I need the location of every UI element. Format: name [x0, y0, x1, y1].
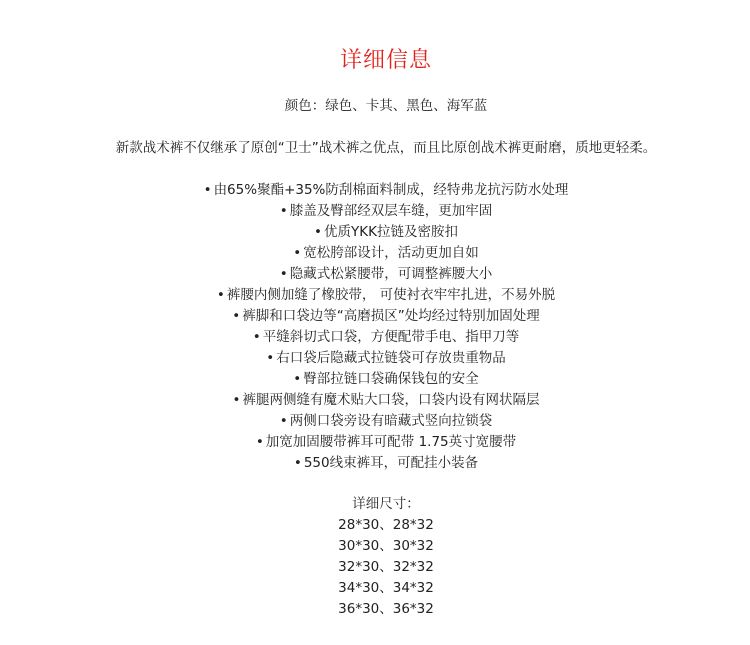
size-item: 34*30、34*32 [338, 580, 434, 596]
feature-text: 优质YKK拉链及密胺扣 [324, 224, 458, 240]
feature-text: 平缝斜切式口袋，方便配带手电、指甲刀等 [262, 329, 520, 345]
feature-text: 右口袋后隐藏式拉链袋可存放贵重物品 [276, 350, 506, 366]
feature-item [0, 348, 750, 369]
feature-text: 550线束裤耳，可配挂小装备 [303, 455, 479, 471]
bullet-icon: • [252, 329, 261, 345]
bullet-icon: • [232, 308, 241, 324]
size-item: 28*30、28*32 [338, 517, 434, 533]
bullet-icon: • [279, 203, 288, 219]
colors-line: 颜色：绿色、卡其、黑色、海军蓝 [284, 98, 488, 114]
feature-item [0, 327, 750, 348]
feature-item [0, 390, 750, 411]
feature-text: 两侧口袋旁设有暗藏式竖向拉锁袋 [289, 413, 493, 429]
bullet-icon: • [203, 182, 212, 198]
feature-item [0, 201, 750, 222]
feature-item [0, 432, 750, 453]
feature-text: 隐藏式松紧腰带，可调整裤腰大小 [289, 266, 493, 282]
feature-text: 臀部拉链口袋确保钱包的安全 [303, 371, 479, 387]
bullet-icon: • [293, 245, 302, 261]
feature-text: 加宽加固腰带裤耳可配带 1.75英寸宽腰带 [265, 434, 517, 450]
feature-text: 裤腿两侧缝有魔术贴大口袋，口袋内设有网状隔层 [242, 392, 540, 408]
intro-text: 新款战术裤不仅继承了原创“卫士”战术裤之优点，而且比原创战术裤更耐磨，质地更轻柔。 [115, 140, 657, 156]
feature-item [0, 306, 750, 327]
page-title: 详细信息 [339, 48, 432, 73]
feature-list [0, 180, 750, 474]
feature-item [0, 264, 750, 285]
sizes-heading: 详细尺寸： [352, 496, 420, 512]
size-item: 32*30、32*32 [338, 559, 434, 575]
size-list [0, 515, 750, 620]
bullet-icon: • [232, 392, 241, 408]
feature-text: 由65%聚酯+35%防刮棉面料制成，经特弗龙抗污防水处理 [213, 182, 569, 198]
feature-text: 裤脚和口袋边等“高磨损区”处均经过特别加固处理 [242, 308, 540, 324]
bullet-icon: • [293, 455, 302, 471]
feature-text: 膝盖及臀部经双层车缝，更加牢固 [289, 203, 493, 219]
feature-item [0, 180, 750, 201]
feature-item [0, 243, 750, 264]
size-item: 36*30、36*32 [338, 601, 434, 617]
feature-item [0, 369, 750, 390]
bullet-icon: • [314, 224, 322, 240]
feature-item [0, 222, 750, 243]
bullet-icon: • [279, 266, 288, 282]
size-item: 30*30、30*32 [338, 538, 434, 554]
feature-text: 宽松胯部设计，活动更加自如 [303, 245, 479, 261]
bullet-icon: • [279, 413, 288, 429]
feature-item [0, 285, 750, 306]
bullet-icon: • [216, 287, 225, 303]
feature-text: 裤腰内侧加缝了橡胶带， 可使衬衣牢牢扎进，不易外脱 [226, 287, 556, 303]
bullet-icon: • [255, 434, 264, 450]
bullet-icon: • [293, 371, 302, 387]
feature-item [0, 411, 750, 432]
feature-item [0, 453, 750, 474]
bullet-icon: • [266, 350, 275, 366]
